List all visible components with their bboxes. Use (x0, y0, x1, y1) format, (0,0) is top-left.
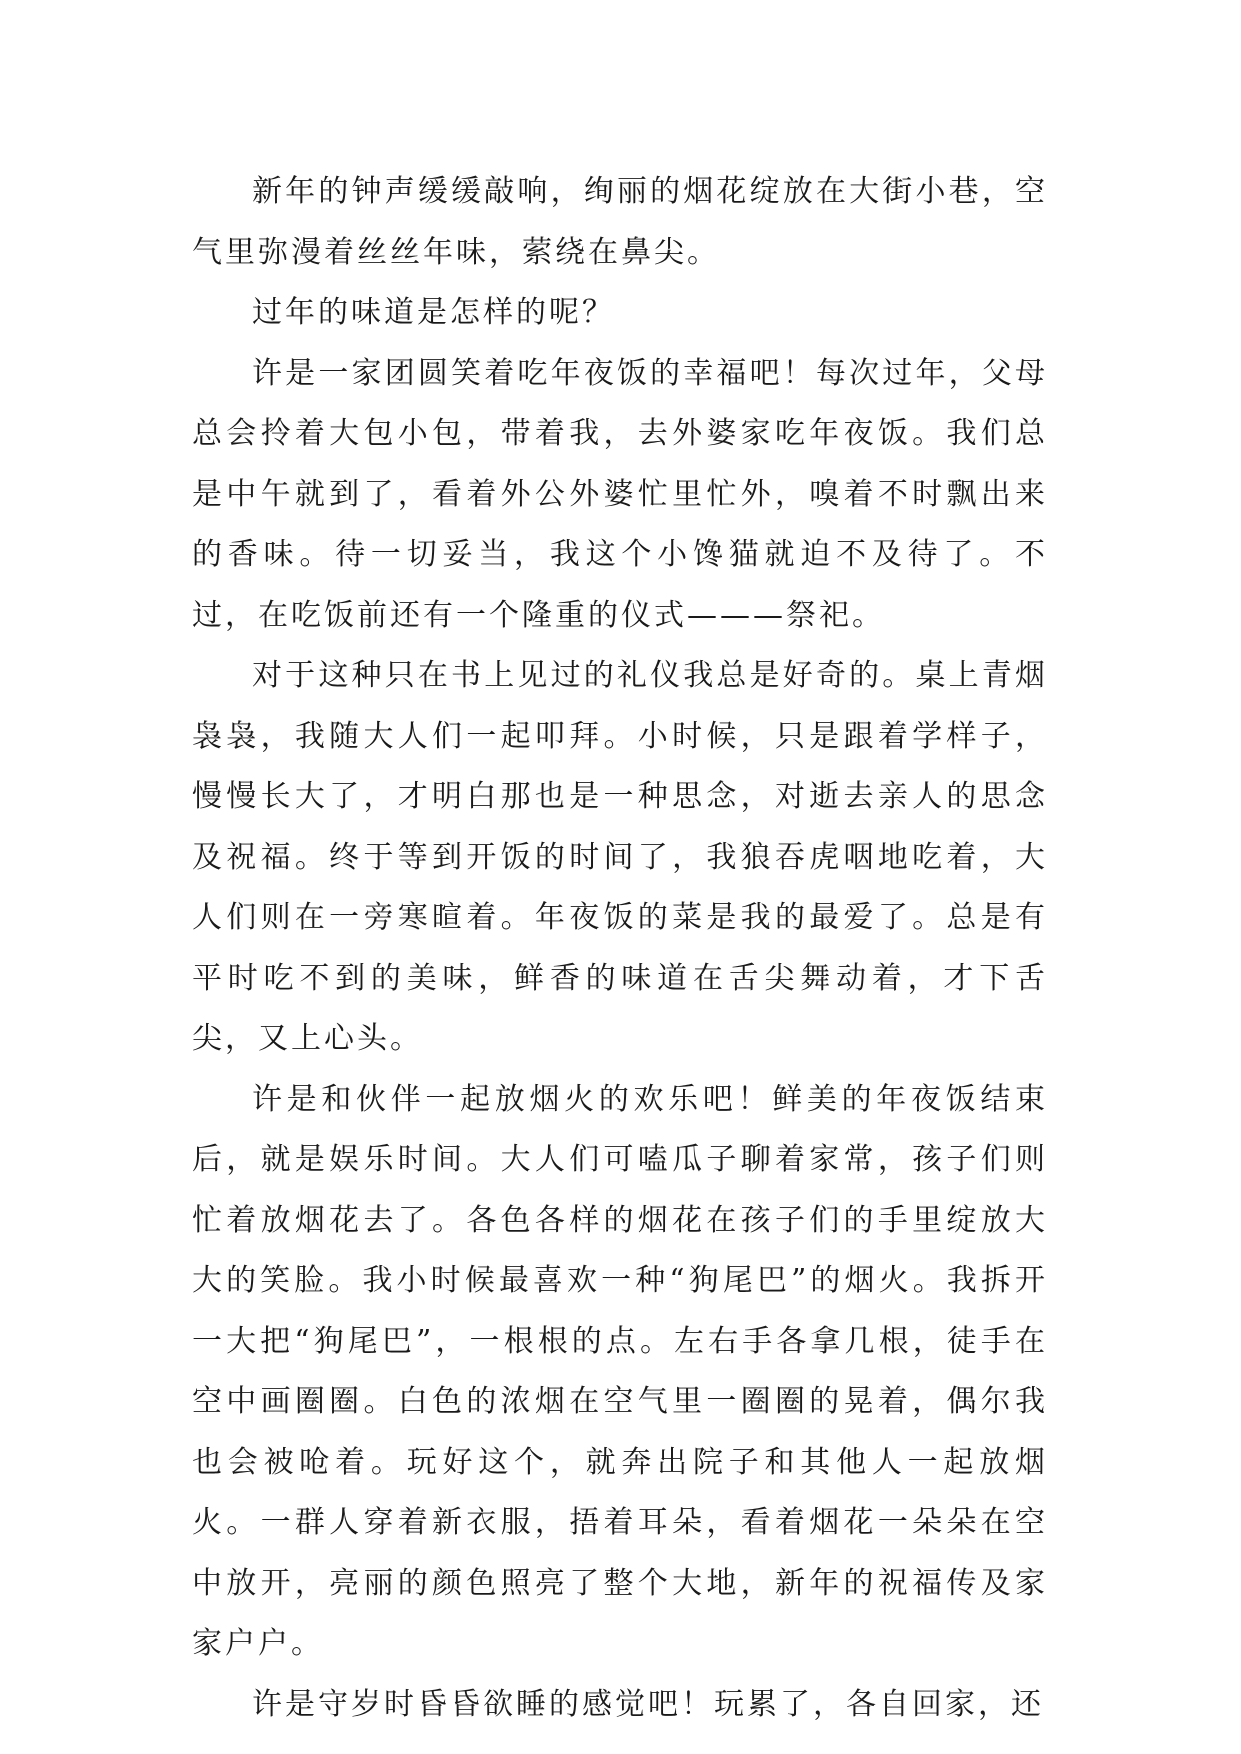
paragraph-fireworks: 许是和伙伴一起放烟火的欢乐吧！鲜美的年夜饭结束后，就是娱乐时间。大人们可嗑瓜子聊着家常，孩子们则忙着放烟花去了。各色各样的烟花在孩子们的手里绽放大大的笑脸。我小时候最喜欢一种“狗尾巴”的烟火。我拆开一大把“狗尾巴”，一根根的点。左右手各拿几根，徒手在空中画圈圈。白色的浓烟在空气里一圈圈的晃着，偶尔我也会被呛着。玩好这个，就奔出院子和其他人一起放烟火。一群人穿着新衣服，捂着耳朵，看着烟花一朵朵在空中放开，亮丽的颜色照亮了整个大地，新年的祝福传及家家户户。 (192, 1081, 1048, 1661)
paragraph-staying-up: 许是守岁时昏昏欲睡的感觉吧！玩累了，各自回家，还 (252, 1686, 1044, 1722)
paragraph-question: 过年的味道是怎样的呢？ (252, 295, 615, 330)
paragraph-new-year-bells: 新年的钟声缓缓敲响，绚丽的烟花绽放在大街小巷，空气里弥漫着丝丝年味，萦绕在鼻尖。 (192, 174, 1048, 270)
essay-body (192, 162, 1048, 1735)
paragraph-reunion-dinner: 许是一家团圆笑着吃年夜饭的幸福吧！每次过年，父母总会拎着大包小包，带着我，去外婆家吃年夜饭。我们总是中午就到了，看着外公外婆忙里忙外，嗅着不时飘出来的香味。待一切妥当，我这个小馋猫就迫不及待了。不过，在吃饭前还有一个隆重的仪式———祭祀。 (192, 355, 1048, 633)
paragraph-ritual: 对于这种只在书上见过的礼仪我总是好奇的。桌上青烟袅袅，我随大人们一起叩拜。小时候，只是跟着学样子，慢慢长大了，才明白那也是一种思念，对逝去亲人的思念及祝福。终于等到开饭的时间了，我狼吞虎咽地吃着，大人们则在一旁寒暄着。年夜饭的菜是我的最爱了。总是有平时吃不到的美味，鲜香的味道在舌尖舞动着，才下舌尖，又上心头。 (192, 658, 1048, 1056)
